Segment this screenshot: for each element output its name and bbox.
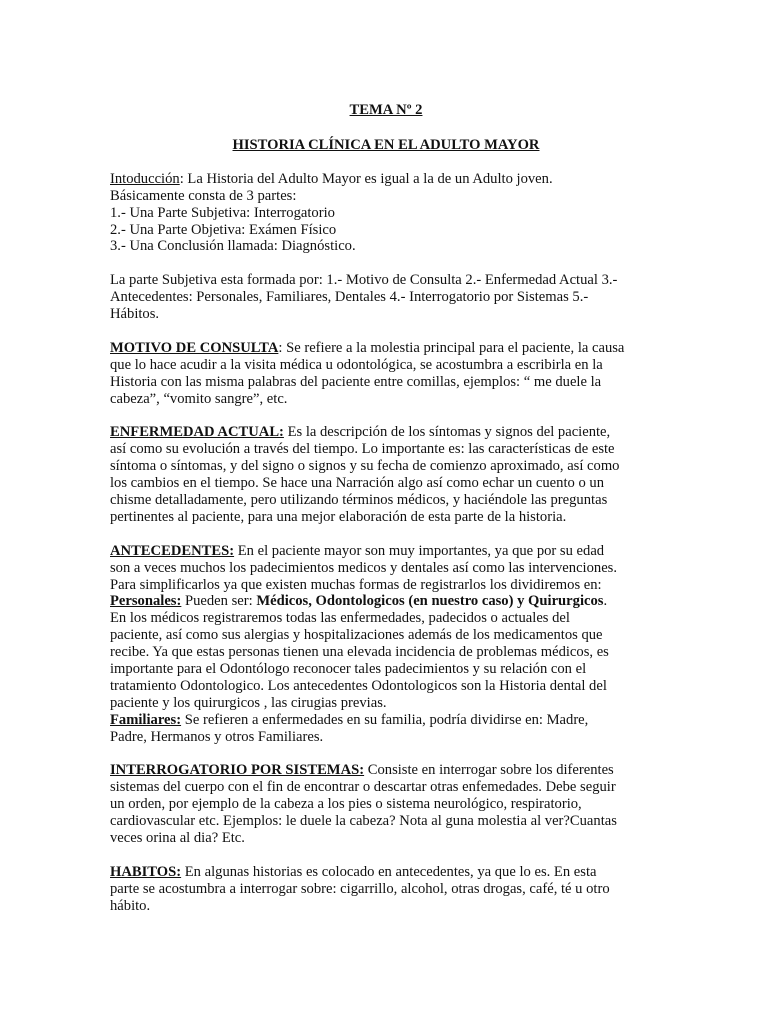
motivo-line: Historia con las misma palabras del paciente entre comillas, ejemplos: “ me duele la bbox=[110, 373, 602, 390]
antecedentes-line: Padre, Hermanos y otros Familiares. bbox=[110, 728, 324, 745]
enfermedad-line: pertinentes al paciente, para una mejor elaboración de esta parte de la historia. bbox=[110, 508, 567, 525]
intro-line: Básicamente consta de 3 partes: bbox=[110, 187, 297, 204]
interrogatorio-line: veces orina al dia? Etc. bbox=[110, 830, 245, 847]
personales-types: Médicos, Odontologicos (en nuestro caso) y Quirurgicos bbox=[256, 593, 604, 610]
antecedentes-first-line bbox=[110, 543, 662, 560]
habitos-paragraph bbox=[110, 864, 662, 915]
interrogatorio-line: sistemas del cuerpo con el fin de encontrar o descartar otras enfemedades. Debe seguir bbox=[110, 779, 616, 796]
enfermedad-line: los cambios en el tiempo. Se hace una Narración algo así como echar un cuento o un bbox=[110, 475, 604, 492]
motivo-first-text: : Se refiere a la molestia principal para el paciente, la causa bbox=[278, 339, 625, 356]
topic-heading: TEMA Nº 2 bbox=[349, 102, 423, 118]
motivo-paragraph bbox=[110, 340, 662, 408]
antecedentes-line: recibe. Ya que estas personas tienen una elevada incidencia de problemas médicos, es bbox=[110, 644, 609, 661]
enfermedad-line: chisme detalladamente, pero utilizando términos médicos, y haciéndole las preguntas bbox=[110, 491, 608, 508]
antecedentes-first-text: En el paciente mayor son muy importantes, ya que por su edad bbox=[234, 542, 605, 559]
motivo-line: que lo hace acudir a la visita médica u odontológica, se acostumbra a escribirla en la bbox=[110, 356, 603, 373]
habitos-first-line bbox=[110, 864, 662, 881]
antecedentes-line: Para simplificarlos ya que existen muchas formas de registrarlos los dividiremos en: bbox=[110, 576, 602, 593]
motivo-line: cabeza”, “vomito sangre”, etc. bbox=[110, 390, 288, 407]
enfermedad-line: síntoma o síntomas, y del signo o signos y su fecha de comienzo aproximado, así como bbox=[110, 458, 620, 475]
antecedentes-paragraph bbox=[110, 543, 662, 746]
antecedentes-line: son a veces muchos los padecimientos medicos y dentales así como las intervenciones. bbox=[110, 559, 617, 576]
enfermedad-line: así como su evolución a través del tiempo. Lo importante es: las características de este bbox=[110, 441, 615, 458]
personales-line bbox=[110, 593, 662, 610]
personales-end: . bbox=[603, 593, 608, 610]
interrogatorio-heading: INTERROGATORIO POR SISTEMAS: bbox=[110, 762, 365, 779]
intro-paragraph bbox=[110, 171, 662, 256]
interrogatorio-line: cardiovascular etc. Ejemplos: le duele la cabeza? Nota al guna molestia al ver?Cuantas bbox=[110, 813, 617, 830]
personales-text: Pueden ser: bbox=[181, 593, 257, 610]
interrogatorio-paragraph bbox=[110, 762, 662, 847]
enfermedad-first-text: Es la descripción de los síntomas y signos del paciente, bbox=[283, 424, 611, 441]
motivo-heading: MOTIVO DE CONSULTA bbox=[110, 339, 279, 356]
antecedentes-line: paciente y los quirurgicos , las cirugias previas. bbox=[110, 694, 387, 711]
habitos-line: parte se acostumbra a interrogar sobre: cigarrillo, alcohol, otras drogas, café, té u otro bbox=[110, 880, 610, 897]
familiares-line bbox=[110, 712, 662, 729]
subjective-line: Antecedentes: Personales, Familiares, Dentales 4.- Interrogatorio por Sistemas 5.- bbox=[110, 289, 589, 306]
intro-first-line bbox=[110, 171, 662, 188]
subjective-line: La parte Subjetiva esta formada por: 1.- Motivo de Consulta 2.- Enfermedad Actual 3.- bbox=[110, 272, 618, 289]
habitos-heading: HABITOS: bbox=[110, 863, 182, 880]
enfermedad-paragraph bbox=[110, 424, 662, 525]
intro-line: 2.- Una Parte Objetiva: Exámen Físico bbox=[110, 221, 337, 238]
intro-label: Intoducción bbox=[110, 170, 180, 187]
motivo-first-line bbox=[110, 340, 662, 357]
habitos-first-text: En algunas historias es colocado en antecedentes, ya que lo es. En esta bbox=[181, 863, 597, 880]
intro-first-text: : La Historia del Adulto Mayor es igual a la de un Adulto joven. bbox=[179, 170, 553, 187]
document-page bbox=[110, 102, 662, 931]
familiares-label: Familiares: bbox=[110, 711, 182, 728]
personales-label: Personales: bbox=[110, 593, 182, 610]
interrogatorio-line: un orden, por ejemplo de la cabeza a los pies o sistema neurológico, respiratorio, bbox=[110, 796, 582, 813]
document-title: HISTORIA CLÍNICA EN EL ADULTO MAYOR bbox=[232, 136, 540, 153]
intro-line: 1.- Una Parte Subjetiva: Interrogatorio bbox=[110, 204, 335, 221]
habitos-line: hábito. bbox=[110, 897, 151, 914]
intro-line: 3.- Una Conclusión llamada: Diagnóstico. bbox=[110, 238, 356, 255]
interrogatorio-first-line bbox=[110, 762, 662, 779]
antecedentes-line: En los médicos registraremos todas las enfermedades, padecidos o actuales del bbox=[110, 610, 570, 627]
antecedentes-line: paciente, así como sus alergias y hospitalizaciones además de los medicamentos que bbox=[110, 627, 603, 644]
interrogatorio-first-text: Consiste en interrogar sobre los diferentes bbox=[364, 762, 614, 779]
subjective-paragraph bbox=[110, 272, 662, 323]
antecedentes-line: importante para el Odontólogo reconocer tales padecimientos y su relación con el bbox=[110, 661, 587, 678]
enfermedad-first-line bbox=[110, 424, 662, 441]
antecedentes-heading: ANTECEDENTES: bbox=[110, 542, 235, 559]
subjective-line: Hábitos. bbox=[110, 306, 160, 323]
familiares-text: Se refieren a enfermedades en su familia, podría dividirse en: Madre, bbox=[181, 711, 589, 728]
enfermedad-heading: ENFERMEDAD ACTUAL: bbox=[110, 424, 284, 441]
antecedentes-line: tratamiento Odontologico. Los antecedentes Odontologicos son la Historia dental del bbox=[110, 677, 607, 694]
